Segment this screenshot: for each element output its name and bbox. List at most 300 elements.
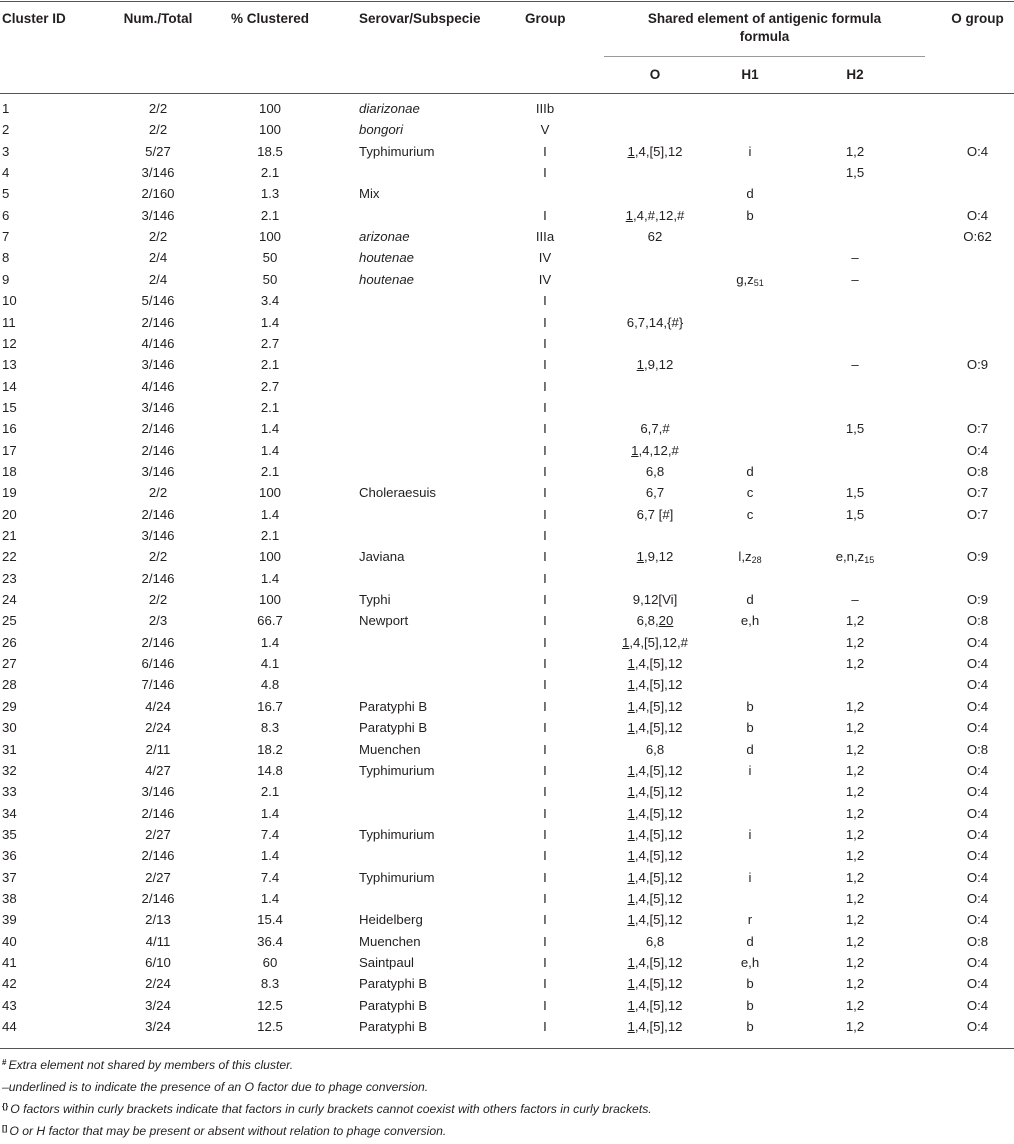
table-row: [0, 292, 1014, 313]
cell-group: I: [543, 698, 547, 714]
cell-o-group: O:4: [966, 976, 989, 992]
cell-h2-factor: 1,2: [845, 976, 865, 992]
cell-num-total: 2/146: [141, 634, 175, 650]
cell-serovar: arizonae: [359, 229, 410, 245]
cell-num-total: 6/10: [145, 955, 171, 970]
cell-cluster-id: 18: [2, 463, 17, 479]
cell-cluster-id: 27: [2, 656, 17, 672]
cell-group: I: [543, 720, 547, 736]
cell-o-factor: 1,9,12: [636, 549, 674, 565]
cell-num-total: 2/146: [141, 506, 175, 522]
cell-cluster-id: 23: [2, 570, 17, 586]
cell-h2-factor: 1,2: [845, 869, 865, 885]
cell-group: I: [543, 741, 547, 757]
cell-pct-clustered: 14.8: [257, 762, 283, 778]
cell-cluster-id: 16: [2, 421, 17, 437]
cell-cluster-id: 7: [2, 229, 10, 245]
cell-pct-clustered: 4.1: [260, 656, 280, 672]
cell-o-factor: 6,7: [645, 485, 665, 501]
cell-cluster-id: 21: [2, 528, 17, 543]
cell-pct-clustered: 1.4: [260, 442, 280, 458]
cell-pct-clustered: 16.7: [257, 698, 283, 714]
cell-num-total: 3/146: [141, 207, 175, 223]
cell-pct-clustered: 3.4: [260, 293, 280, 309]
cell-group: I: [543, 656, 547, 672]
cell-cluster-id: 43: [2, 997, 17, 1013]
cell-h2-factor: –: [851, 357, 859, 373]
cell-serovar: Newport: [359, 613, 409, 629]
table-row: [0, 164, 1014, 185]
table-row: [0, 762, 1014, 783]
cell-cluster-id: 22: [2, 549, 17, 565]
cell-h1-factor: b: [746, 976, 754, 992]
cell-serovar: Muenchen: [359, 933, 421, 949]
footnote-text: Extra element not shared by members of this cluster.: [8, 1058, 294, 1072]
cell-o-factor: 1,4,[5],12: [627, 997, 683, 1013]
cell-o-factor: 1,4,[5],12,#: [622, 634, 688, 650]
table-row: [0, 612, 1014, 633]
table-row: [0, 249, 1014, 270]
cell-h2-factor: 1,5: [845, 506, 865, 522]
cell-pct-clustered: 7.4: [260, 869, 280, 885]
cell-serovar: diarizonae: [359, 101, 420, 116]
cell-pct-clustered: 1.4: [260, 421, 280, 437]
cell-num-total: 2/2: [148, 101, 168, 116]
cell-pct-clustered: 18.5: [257, 143, 283, 159]
cell-serovar: Paratyphi B: [359, 720, 428, 736]
cell-o-group: O:4: [966, 912, 989, 928]
cell-o-factor: 6,7,14,{#}: [626, 314, 684, 330]
cell-group: I: [543, 890, 547, 906]
cell-o-group: O:4: [966, 826, 989, 842]
cell-o-factor: 6,7,#: [640, 421, 670, 437]
cell-h1-factor: b: [746, 997, 754, 1013]
cell-group: I: [543, 399, 547, 415]
table-row: [0, 314, 1014, 335]
cell-o-group: O:4: [966, 997, 989, 1013]
cell-h2-factor: 1,2: [845, 848, 865, 864]
header-shared-element-line1: Shared element of antigenic formula: [647, 11, 882, 26]
cell-o-group: O:8: [966, 741, 989, 757]
cell-num-total: 4/27: [145, 762, 171, 778]
table-row: [0, 527, 1014, 548]
cell-serovar: Mix: [359, 186, 380, 202]
cell-cluster-id: 41: [2, 955, 17, 970]
cell-serovar: Choleraesuis: [359, 485, 436, 501]
table-row: [0, 655, 1014, 676]
cell-num-total: 3/146: [141, 528, 175, 543]
footnote-text: –underlined is to indicate the presence of an O factor due to phage conversion.: [2, 1080, 429, 1094]
cell-cluster-id: 30: [2, 720, 17, 736]
footnotes: [2, 1054, 652, 1142]
cell-pct-clustered: 1.4: [260, 848, 280, 864]
cell-pct-clustered: 8.3: [260, 720, 280, 736]
footnote-mark: #: [2, 1058, 7, 1067]
cell-group: I: [543, 677, 547, 693]
cell-pct-clustered: 7.4: [260, 826, 280, 842]
table-row: [0, 783, 1014, 804]
cell-cluster-id: 24: [2, 592, 17, 608]
cell-group: I: [543, 442, 547, 458]
cell-num-total: 3/146: [141, 165, 175, 181]
cell-group: IIIb: [535, 101, 555, 116]
cell-o-group: O:7: [966, 506, 989, 522]
header-serovar: Serovar/Subspecie: [359, 11, 481, 26]
cell-o-group: O:9: [966, 592, 989, 608]
cell-h1-factor: b: [746, 207, 754, 223]
cell-h1-factor: b: [746, 720, 754, 736]
cell-serovar: Heidelberg: [359, 912, 423, 928]
cell-group: I: [543, 592, 547, 608]
cell-num-total: 2/146: [141, 314, 175, 330]
cell-h2-factor: 1,2: [845, 784, 865, 800]
cell-h2-factor: 1,2: [845, 656, 865, 672]
table-row: [0, 121, 1014, 142]
cell-h1-factor: d: [746, 463, 754, 479]
cell-o-group: O:9: [966, 357, 989, 373]
cell-group: IV: [538, 250, 552, 266]
cell-cluster-id: 38: [2, 890, 17, 906]
cell-h2-factor: 1,2: [845, 634, 865, 650]
cell-num-total: 2/4: [148, 250, 168, 266]
cell-serovar: Typhimurium: [359, 762, 435, 778]
cell-o-group: O:4: [966, 848, 989, 864]
cell-num-total: 2/160: [141, 186, 175, 202]
cell-cluster-id: 2: [2, 122, 10, 138]
cell-h2-factor: $e,n,z_{15}$: [835, 549, 875, 566]
header-h1: H1: [741, 67, 759, 82]
table-row: [0, 890, 1014, 911]
cell-pct-clustered: 2.1: [260, 357, 280, 373]
cell-h1-factor: d: [746, 933, 754, 949]
cell-serovar: houtenae: [359, 271, 415, 287]
cell-num-total: 2/24: [145, 720, 171, 736]
cell-h1-factor: $l,z_{28}$: [738, 549, 762, 566]
cell-num-total: 2/146: [141, 890, 175, 906]
cell-group: I: [543, 762, 547, 778]
cell-pct-clustered: 2.1: [260, 399, 280, 415]
cell-cluster-id: 6: [2, 207, 10, 223]
cell-o-group: O:4: [966, 805, 989, 821]
table-top-rule: [0, 1, 1014, 2]
cell-cluster-id: 9: [2, 271, 10, 287]
cell-h1-factor: c: [746, 506, 754, 522]
cell-cluster-id: 42: [2, 976, 17, 992]
cell-o-factor: 6,8,20: [636, 613, 674, 629]
cell-cluster-id: 5: [2, 186, 10, 202]
cell-pct-clustered: 2.7: [260, 335, 280, 351]
cell-o-factor: 1,4,[5],12: [627, 656, 683, 672]
cell-h1-factor: d: [746, 186, 754, 202]
header-o-group: O group: [951, 11, 1004, 26]
cell-group: I: [543, 976, 547, 992]
cell-pct-clustered: 2.1: [260, 463, 280, 479]
cell-num-total: 2/3: [148, 613, 168, 629]
cell-o-group: O:4: [966, 677, 989, 693]
cell-o-factor: 1,4,[5],12: [627, 890, 683, 906]
table-row: [0, 463, 1014, 484]
cell-num-total: 5/27: [145, 143, 171, 159]
cell-pct-clustered: 1.4: [260, 634, 280, 650]
cell-group: I: [543, 463, 547, 479]
table-row: [0, 570, 1014, 591]
header-pct-clustered: % Clustered: [230, 11, 310, 26]
table-row: [0, 506, 1014, 527]
table-row: [0, 591, 1014, 612]
header-span-rule: [604, 56, 925, 57]
cell-o-group: O:4: [966, 442, 989, 458]
cell-o-group: O:7: [966, 485, 989, 501]
table-row: [0, 378, 1014, 399]
cell-num-total: 2/2: [148, 592, 168, 608]
cell-num-total: 2/2: [148, 122, 168, 138]
cell-cluster-id: 35: [2, 826, 17, 842]
cell-h1-factor: i: [748, 762, 752, 778]
cell-pct-clustered: 66.7: [257, 613, 283, 629]
cell-num-total: 5/146: [141, 293, 175, 309]
header-shared-element-line2: formula: [739, 29, 790, 44]
cell-pct-clustered: 50: [262, 271, 278, 287]
cell-pct-clustered: 100: [258, 229, 281, 245]
cell-cluster-id: 34: [2, 805, 17, 821]
footnote: [2, 1120, 652, 1142]
cell-h2-factor: –: [851, 250, 859, 266]
cell-h2-factor: 1,2: [845, 890, 865, 906]
cell-pct-clustered: 2.1: [260, 165, 280, 181]
cell-h2-factor: 1,2: [845, 613, 865, 629]
cell-o-factor: 1,4,[5],12: [627, 848, 683, 864]
cell-group: I: [543, 805, 547, 821]
cell-o-group: O:4: [966, 143, 989, 159]
cell-pct-clustered: 1.3: [260, 186, 280, 202]
table-row: [0, 207, 1014, 228]
cell-group: I: [543, 528, 547, 543]
cell-h1-factor: r: [747, 912, 753, 928]
cell-group: I: [543, 421, 547, 437]
table-row: [0, 185, 1014, 206]
table-row: [0, 484, 1014, 505]
cell-pct-clustered: 100: [258, 101, 281, 116]
cell-o-group: O:4: [966, 890, 989, 906]
cell-group: I: [543, 293, 547, 309]
cell-group: I: [543, 314, 547, 330]
cell-o-factor: 1,4,[5],12: [627, 1019, 683, 1035]
cell-group: IV: [538, 271, 552, 287]
cell-o-factor: 1,4,12,#: [631, 442, 679, 458]
cell-group: IIIa: [535, 229, 555, 245]
cell-group: I: [543, 826, 547, 842]
cell-o-factor: 1,4,[5],12: [627, 677, 683, 693]
cell-num-total: 2/2: [148, 229, 168, 245]
cell-h1-factor: c: [746, 485, 754, 501]
cell-serovar: Typhimurium: [359, 143, 435, 159]
table-row: [0, 911, 1014, 932]
table-row: [0, 676, 1014, 697]
cell-pct-clustered: 12.5: [257, 1019, 283, 1035]
cell-cluster-id: 26: [2, 634, 17, 650]
cell-serovar: Typhimurium: [359, 869, 435, 885]
cell-group: I: [543, 869, 547, 885]
cell-h1-factor: d: [746, 741, 754, 757]
cell-pct-clustered: 100: [258, 485, 281, 501]
table-row: [0, 100, 1014, 121]
header-cluster-id: Cluster ID: [2, 11, 66, 26]
footnote: [2, 1098, 652, 1120]
cell-o-factor: 6,8: [645, 741, 665, 757]
cell-num-total: 2/2: [148, 485, 168, 501]
cell-o-group: O:4: [966, 720, 989, 736]
cell-pct-clustered: 2.7: [260, 378, 280, 394]
cell-h1-factor: e,h: [740, 955, 760, 970]
cell-num-total: 4/11: [145, 933, 171, 949]
cell-num-total: 3/146: [141, 357, 175, 373]
header-group: Group: [525, 11, 566, 26]
cell-group: I: [543, 634, 547, 650]
cell-num-total: 3/24: [145, 1019, 171, 1035]
cell-cluster-id: 19: [2, 485, 17, 501]
cell-h2-factor: 1,5: [845, 165, 865, 181]
cell-cluster-id: 28: [2, 677, 17, 693]
cell-h1-factor: b: [746, 1019, 754, 1035]
cell-cluster-id: 32: [2, 762, 17, 778]
cell-o-factor: 1,4,[5],12: [627, 720, 683, 736]
cell-serovar: Paratyphi B: [359, 976, 428, 992]
cell-cluster-id: 14: [2, 378, 17, 394]
cell-cluster-id: 37: [2, 869, 17, 885]
cell-cluster-id: 20: [2, 506, 17, 522]
cell-serovar: bongori: [359, 122, 403, 138]
cell-h2-factor: 1,2: [845, 741, 865, 757]
cell-serovar: Javiana: [359, 549, 405, 565]
cell-h2-factor: 1,2: [845, 826, 865, 842]
cell-group: I: [543, 143, 547, 159]
cell-h2-factor: –: [851, 592, 859, 608]
cell-group: I: [543, 848, 547, 864]
cell-pct-clustered: 100: [258, 592, 281, 608]
cell-pct-clustered: 12.5: [257, 997, 283, 1013]
table-row: [0, 228, 1014, 249]
cell-o-group: O:4: [966, 784, 989, 800]
header-h2: H2: [846, 67, 864, 82]
cell-pct-clustered: 100: [258, 549, 281, 565]
cell-pct-clustered: 1.4: [260, 805, 280, 821]
cell-h2-factor: 1,2: [845, 143, 865, 159]
cell-pct-clustered: 100: [258, 122, 281, 138]
cell-group: I: [543, 335, 547, 351]
table-row: [0, 975, 1014, 996]
cell-group: I: [543, 207, 547, 223]
cell-num-total: 4/24: [145, 698, 171, 714]
cell-num-total: 6/146: [141, 656, 175, 672]
cell-pct-clustered: 8.3: [260, 976, 280, 992]
cell-o-group: O:4: [966, 869, 989, 885]
cell-cluster-id: 10: [2, 293, 17, 309]
table-row: [0, 1018, 1014, 1039]
table-row: [0, 698, 1014, 719]
cell-h2-factor: 1,2: [845, 762, 865, 778]
cell-pct-clustered: 18.2: [257, 741, 283, 757]
cell-group: I: [543, 933, 547, 949]
table-row: [0, 954, 1014, 975]
cell-o-factor: 1,4,[5],12: [627, 143, 683, 159]
cell-group: V: [540, 122, 550, 138]
cell-num-total: 2/4: [148, 271, 168, 287]
cell-num-total: 3/146: [141, 399, 175, 415]
cell-serovar: Typhimurium: [359, 826, 435, 842]
cell-group: I: [543, 1019, 547, 1035]
table-row: [0, 335, 1014, 356]
cell-o-group: O:7: [966, 421, 989, 437]
cell-cluster-id: 25: [2, 613, 17, 629]
table-bottom-rule: [0, 1048, 1014, 1049]
cell-group: I: [543, 570, 547, 586]
cell-o-factor: 62: [647, 229, 663, 245]
cell-num-total: 2/13: [145, 912, 171, 928]
cell-pct-clustered: 1.4: [260, 314, 280, 330]
cell-o-factor: 1,4,[5],12: [627, 869, 683, 885]
cell-o-factor: 6,7 [#]: [636, 506, 674, 522]
cell-serovar: houtenae: [359, 250, 415, 266]
table-header-rule: [0, 93, 1014, 94]
cell-num-total: 7/146: [141, 677, 175, 693]
cell-cluster-id: 4: [2, 165, 10, 181]
cell-group: I: [543, 506, 547, 522]
cell-o-factor: 1,4,[5],12: [627, 698, 683, 714]
cell-serovar: Paratyphi B: [359, 698, 428, 714]
cell-o-group: O:9: [966, 549, 989, 565]
cell-num-total: 2/146: [141, 848, 175, 864]
table-row: [0, 271, 1014, 292]
cell-num-total: 2/2: [148, 549, 168, 565]
cell-cluster-id: 11: [2, 314, 16, 330]
cell-pct-clustered: 50: [262, 250, 278, 266]
cell-pct-clustered: 1.4: [260, 890, 280, 906]
cell-h1-factor: d: [746, 592, 754, 608]
cell-pct-clustered: 2.1: [260, 207, 280, 223]
cell-h1-factor: $g,z_{51}$: [736, 271, 764, 288]
cell-h1-factor: e,h: [740, 613, 760, 629]
cell-serovar: Saintpaul: [359, 955, 414, 970]
cell-num-total: 2/27: [145, 826, 171, 842]
cell-num-total: 2/146: [141, 805, 175, 821]
header-shared-element: [604, 10, 925, 46]
cell-h1-factor: i: [748, 869, 752, 885]
cell-h2-factor: 1,2: [845, 912, 865, 928]
cell-group: I: [543, 613, 547, 629]
cell-cluster-id: 12: [2, 335, 17, 351]
cell-o-factor: 1,4,[5],12: [627, 912, 683, 928]
table-row: [0, 719, 1014, 740]
cell-num-total: 2/11: [145, 741, 171, 757]
cell-pct-clustered: 15.4: [257, 912, 283, 928]
cell-o-group: O:8: [966, 613, 989, 629]
cell-pct-clustered: 36.4: [257, 933, 283, 949]
header-o: O: [649, 67, 661, 82]
table-row: [0, 442, 1014, 463]
table-row: [0, 356, 1014, 377]
cell-pct-clustered: 2.1: [260, 528, 280, 543]
table-row: [0, 869, 1014, 890]
cell-o-factor: 9,12[Vi]: [632, 592, 678, 608]
table-row: [0, 847, 1014, 868]
cell-serovar: Paratyphi B: [359, 1019, 428, 1035]
cell-h2-factor: 1,2: [845, 955, 865, 970]
cell-o-group: O:4: [966, 762, 989, 778]
table-row: [0, 143, 1014, 164]
header-num-total: Num./Total: [123, 11, 193, 26]
cell-num-total: 2/146: [141, 442, 175, 458]
cell-num-total: 2/24: [145, 976, 171, 992]
